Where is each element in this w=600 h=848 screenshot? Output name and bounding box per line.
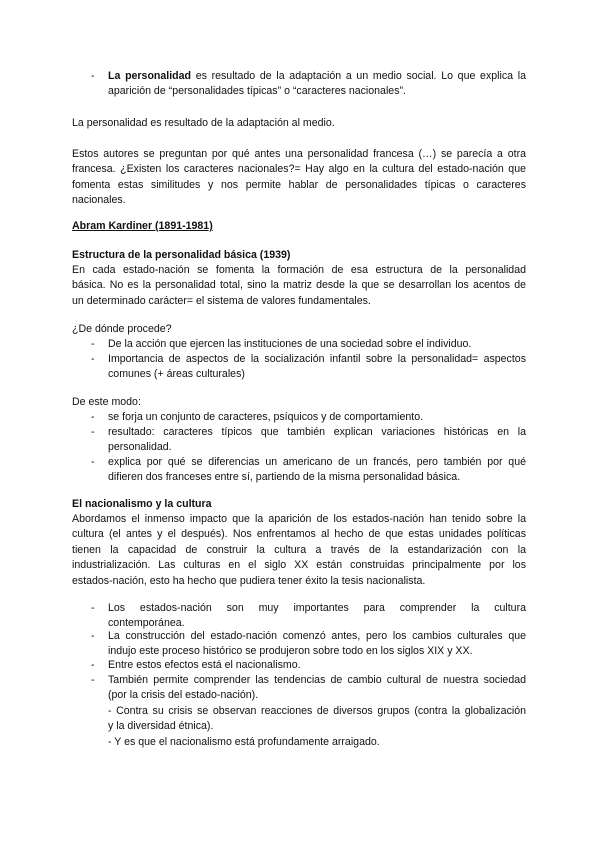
question-label: ¿De dónde procede?: [72, 323, 172, 335]
list-item: - La construcción del estado-nación comenzó antes, pero los cambios culturales que indujo este proceso histórico se produjeron sobre todo en los siglos XIX y XX.: [91, 630, 526, 658]
section-heading: Estructura de la personalidad básica (1939): [72, 249, 291, 261]
list-item: - Entre estos efectos está el nacionalismo.: [91, 659, 301, 671]
intro-label: De este modo:: [72, 396, 141, 408]
intro-list-item: [91, 69, 526, 100]
paragraph: Abordamos el inmenso impacto que la aparición de los estados-nación han tenido sobre la cultura (el antes y el después). Nos enfrentamos al hecho de que estas unidades políticas tienen la capacidad de construir la cultura a través de la estandarización con la industrialización. Las culturas en el siglo XX están construidas principalmente por los estados-nación, esto ha hecho que pudiera tener éxito la tesis nacionalista.: [72, 513, 526, 587]
sub-point: - Y es que el nacionalismo está profundamente arraigado.: [108, 735, 380, 748]
list-item-text: La personalidad es resultado de la adaptación a un medio social. Lo que explica la aparición de “personalidades típicas” o “caracteres nacionales”.: [108, 70, 526, 98]
author-heading: Abram Kardiner (1891-1981): [72, 220, 213, 232]
sub-point: - Contra su crisis se observan reacciones de diversos grupos (contra la globalización: [108, 704, 526, 717]
paragraph: La personalidad es resultado de la adaptación al medio.: [72, 117, 335, 129]
paragraph: En cada estado-nación se fomenta la formación de esa estructura de la personalidad básica. No es la personalidad total, sino la matriz desde la que se desarrollan los acentos de un determinado carácter= el sistema de valores fundamentales.: [72, 264, 526, 307]
list-item: - De la acción que ejercen las instituciones de una sociedad sobre el individuo.: [91, 338, 472, 350]
list-item: - se forja un conjunto de caracteres, psíquicos y de comportamiento.: [91, 411, 424, 423]
list-item: - explica por qué se diferencias un americano de un francés, pero también por qué difieren dos franceses entre sí, partiendo de la misma personalidad básica.: [91, 456, 526, 484]
list-item: - resultado: caracteres típicos que también explican variaciones históricas en la personalidad.: [91, 426, 526, 454]
paragraph: Estos autores se preguntan por qué antes una personalidad francesa (…) se parecía a otra francesa. ¿Existen los caracteres nacionales?= Hay algo en la cultura del estado-nación que fomenta estas similitudes y nos permite hablar de personalidades típicas o caracteres nacionales.: [72, 148, 526, 207]
list-item: - Importancia de aspectos de la socialización infantil sobre la personalidad= aspectos comunes (+ áreas culturales): [91, 353, 526, 381]
bold-term: La personalidad: [108, 70, 191, 82]
list-item: - Los estados-nación son muy importantes para comprender la cultura contemporánea.: [91, 602, 526, 630]
list-dash: -: [91, 70, 95, 82]
section-heading: El nacionalismo y la cultura: [72, 498, 212, 510]
list-item: - También permite comprender las tendencias de cambio cultural de nuestra sociedad (por la crisis del estado-nación). - Contra su crisis se observan reacciones de diversos grupos (contra la globalización y la diversidad étnica). - Y es que el nacionalismo está profundamente arraigado.: [91, 673, 526, 750]
